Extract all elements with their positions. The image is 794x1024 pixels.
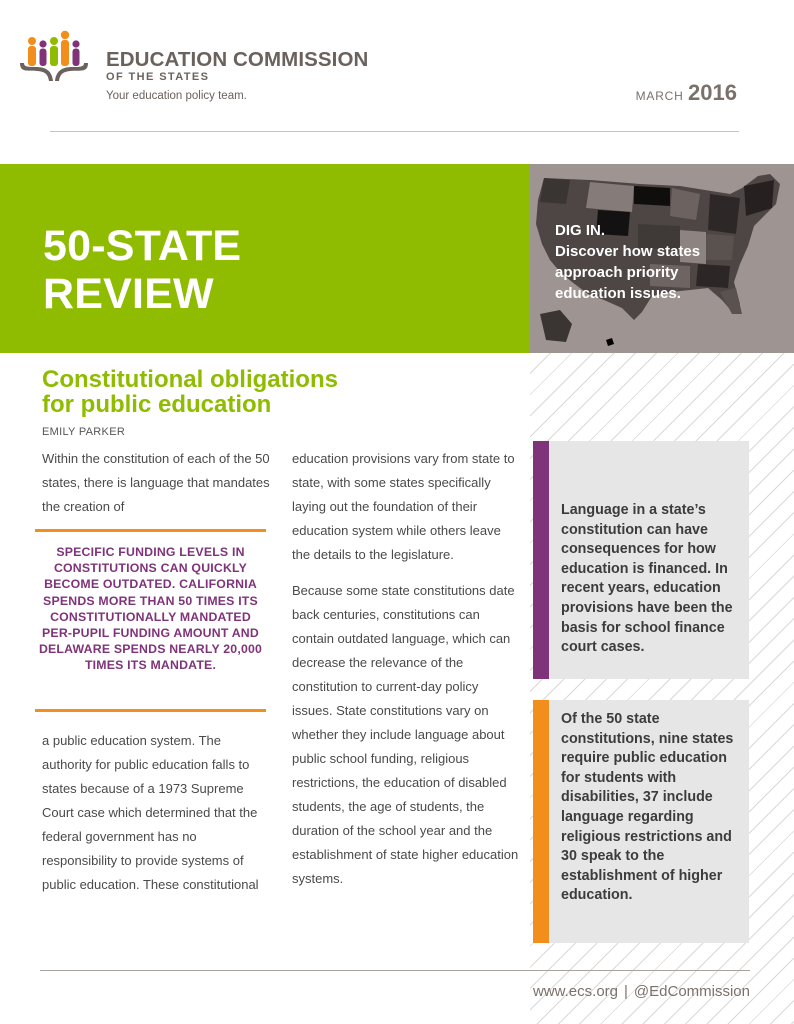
callout-text: Language in a state’s constitution can have consequences for how education is financed. In recent years, education provisions have been the basis for school finance court cases. — [561, 502, 733, 656]
banner-title — [43, 222, 241, 318]
callout-box-statistics — [533, 700, 749, 943]
ecs-logo — [18, 27, 90, 83]
map-callout — [555, 220, 700, 304]
footer — [533, 983, 750, 1000]
org-name: EDUCATION COMMISSION — [106, 48, 369, 71]
map-heading: DIG IN. — [555, 222, 606, 239]
map-line-2: approach priority — [555, 264, 679, 281]
callout-text: Of the 50 state constitutions, nine states require public education for students with disabilities, 37 include language regarding religious restrictions and 30 speak to the establishment of higher education. — [561, 711, 734, 904]
website-link[interactable]: www.ecs.org — [532, 983, 618, 1000]
callout-accent-bar — [533, 700, 549, 943]
body-column-2 — [292, 447, 520, 891]
body-paragraph-1-continued: a public education system. The authority for public education falls to states because of a 1973 Supreme Court case which determined that the federal government has no responsibility to provide systems of public education. These constitutional — [42, 733, 259, 892]
twitter-handle-link[interactable]: @EdCommission — [633, 983, 750, 1000]
publication-date — [636, 80, 737, 106]
pull-quote-text: SPECIFIC FUNDING LEVELS IN CONSTITUTIONS CAN QUICKLY BECOME OUTDATED. CALIFORNIA SPENDS MORE THAN 50 TIMES ITS CONSTITUTIONALLY MANDATED PER-PUPIL FUNDING AMOUNT AND DELAWARE SPENDS NEARLY 20,000 TIMES ITS MANDATE. — [38, 545, 263, 673]
article-title — [42, 367, 338, 417]
body-paragraph-3: Because some state constitutions date back centuries, constitutions can contain outdated language, which can decrease the relevance of the constitution to current-day policy issues. State constitutions vary on whether they include language about public school funding, religious restrictions, the education of disabled students, the age of students, the duration of the school year and the establishment of state higher education systems. — [292, 583, 519, 886]
org-subtitle: OF THE STATES — [106, 71, 210, 83]
people-logo-icon — [18, 27, 90, 83]
date-month: MARCH — [635, 89, 684, 103]
footer-divider — [40, 970, 750, 971]
body-paragraph-2: education provisions vary from state to state, with some states specifically laying out the foundation of their education system while others leave the details to the legislature. — [292, 451, 515, 562]
callout-accent-bar — [533, 441, 549, 679]
tagline: Your education policy team. — [106, 90, 247, 102]
banner-title-line1: 50-STATE — [43, 222, 242, 270]
callout-box-finance — [533, 441, 749, 679]
article-title-line1: Constitutional obligations — [42, 366, 338, 393]
map-line-3: education issues. — [555, 285, 681, 302]
author-byline: EMILY PARKER — [42, 426, 126, 438]
map-line-1: Discover how states — [555, 243, 701, 260]
body-paragraph-1: Within the constitution of each of the 50 states, there is language that mandates the creation of — [42, 451, 270, 514]
banner-title-line2: REVIEW — [43, 270, 214, 318]
article-title-line2: for public education — [42, 391, 272, 418]
header-divider — [50, 131, 739, 132]
footer-separator: | — [624, 983, 628, 1000]
pull-quote — [35, 529, 266, 712]
us-map-panel[interactable] — [530, 164, 794, 353]
banner — [0, 164, 530, 353]
date-year: 2016 — [688, 80, 737, 105]
